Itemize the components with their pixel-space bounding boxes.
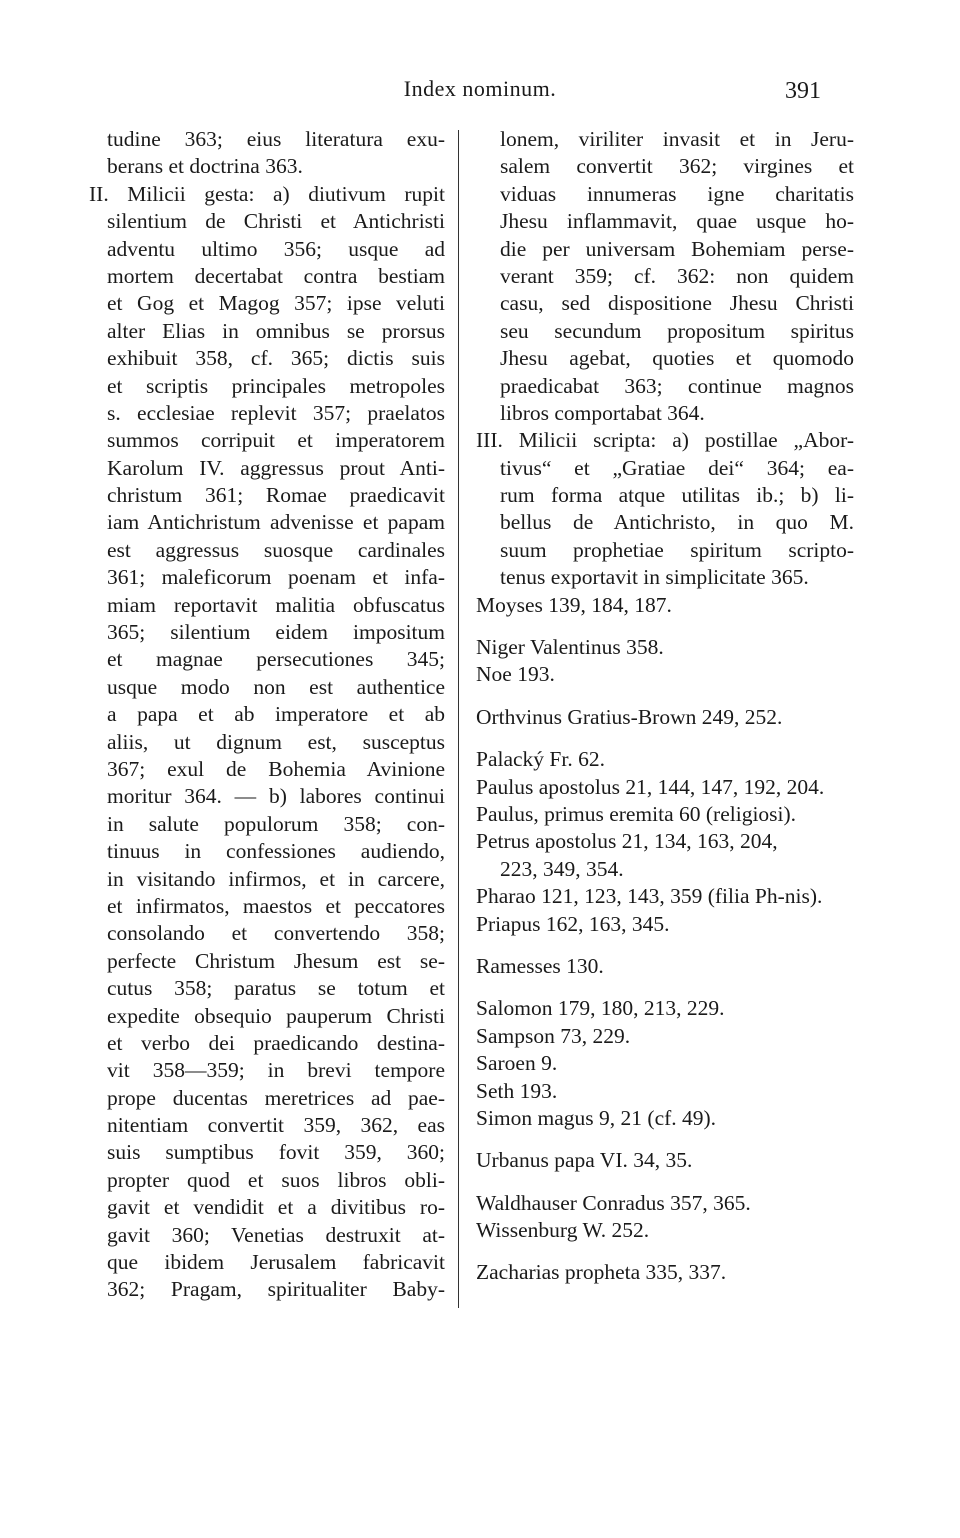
letter-group-gap: [476, 1132, 854, 1147]
letter-group-gap: [476, 1175, 854, 1190]
letter-group-gap: [476, 619, 854, 634]
text-line: verant 359; cf. 362: non quidem: [500, 263, 854, 288]
index-entry: Pharao 121, 123, 143, 359 (filia Ph-nis).: [476, 884, 823, 909]
text-line: christum 361; Romae praedicavit: [107, 483, 445, 508]
section-heading-line: III. Milicii scripta: a) postillae „Abor-: [476, 428, 854, 453]
text-line: et Gog et Magog 357; ipse veluti: [107, 291, 445, 316]
letter-group-gap: [476, 689, 854, 704]
text-line: lonem, viriliter invasit et in Jeru-: [500, 127, 854, 151]
text-line: et infirmatos, maestos et peccatores: [107, 893, 445, 918]
text-line: summos corripuit et imperatorem: [107, 428, 445, 453]
index-entry: Noe 193.: [476, 662, 555, 687]
text-line: in visitando infirmos, et in carcere,: [107, 866, 445, 891]
text-line: berans et doctrina 363.: [107, 154, 303, 179]
text-line: et magnae persecutiones 345;: [107, 647, 445, 672]
text-line: moritur 364. — b) labores continui: [107, 784, 445, 809]
letter-group-gap: [476, 1244, 854, 1259]
letter-group-gap: [476, 731, 854, 746]
index-entry: Saroen 9.: [476, 1051, 558, 1076]
text-line: 367; exul de Bohemia Avinione: [107, 756, 445, 781]
text-line: nitentiam convertit 359, 362, eas: [107, 1113, 445, 1138]
letter-group-gap: [476, 938, 854, 953]
text-line: propter quod et suos libros obli-: [107, 1167, 445, 1192]
text-line: praedicabat 363; continue magnos: [500, 373, 854, 398]
text-line: alter Elias in omnibus se prorsus: [107, 318, 445, 343]
text-line: tenus exportavit in simplicitate 365.: [500, 565, 809, 590]
text-line: prope ducentas meretrices ad pae-: [107, 1085, 445, 1110]
text-line: exhibuit 358, cf. 365; dictis suis: [107, 346, 445, 371]
text-line: 362; Pragam, spiritualiter Baby-: [107, 1277, 445, 1302]
left-column: [89, 126, 445, 1304]
index-entry: Paulus apostolus 21, 144, 147, 192, 204.: [476, 774, 825, 799]
letter-group-gap: [476, 980, 854, 995]
text-line: 365; silentium eidem impositum: [107, 620, 445, 645]
text-line: suis sumptibus fovit 359, 360;: [107, 1140, 445, 1165]
index-entry: Zacharias propheta 335, 337.: [476, 1260, 727, 1285]
index-entry: Urbanus papa VI. 34, 35.: [476, 1148, 693, 1173]
text-line: Jhesu inflammavit, quae usque ho-: [500, 209, 854, 234]
column-divider: [458, 130, 459, 1308]
text-line: 361; maleficorum poenam et infa-: [107, 565, 445, 590]
text-line: Karolum IV. aggressus prout Anti-: [107, 455, 445, 480]
text-line: et scriptis principales metropoles: [107, 373, 445, 398]
text-line: bellus de Antichristo, in quo M.: [500, 510, 854, 535]
section-heading-line: II. Milicii gesta: a) diutivum rupit: [89, 181, 445, 206]
index-entry: Priapus 162, 163, 345.: [476, 911, 670, 936]
text-line: usque modo non est authentice: [107, 674, 445, 699]
index-entry: Waldhauser Conradus 357, 365.: [476, 1190, 751, 1215]
index-entry: Salomon 179, 180, 213, 229.: [476, 996, 725, 1021]
text-line: libros comportabat 364.: [500, 400, 705, 425]
text-line: mortem decertabat contra bestiam: [107, 263, 445, 288]
index-entry: Seth 193.: [476, 1078, 558, 1103]
text-line: a papa et ab imperatore et ab: [107, 702, 445, 727]
text-line: que ibidem Jerusalem fabricavit: [107, 1250, 445, 1275]
index-entry: Palacký Fr. 62.: [476, 747, 605, 772]
text-line: Jhesu agebat, quoties et quomodo: [500, 346, 854, 371]
text-line: rum forma atque utilitas ib.; b) li-: [500, 483, 854, 508]
text-line: et verbo dei praedicando destina-: [107, 1030, 445, 1055]
text-line: seu secundum propositum spiritus: [500, 318, 854, 343]
index-entry: Wissenburg W. 252.: [476, 1218, 650, 1243]
text-line: casu, sed dispositione Jhesu Christi: [500, 291, 854, 316]
text-line: s. ecclesiae replevit 357; praelatos: [107, 400, 445, 425]
text-line: aliis, ut dignum est, susceptus: [107, 729, 445, 754]
index-entry: Orthvinus Gratius-Brown 249, 252.: [476, 704, 783, 729]
text-line: iam Antichristum advenisse et papam: [107, 510, 445, 535]
index-entry: 223, 349, 354.: [500, 856, 624, 881]
text-line: adventu ultimo 356; usque ad: [107, 236, 445, 261]
text-line: in salute populorum 358; con-: [107, 811, 445, 836]
text-line: tivus“ et „Gratiae dei“ 364; ea-: [500, 455, 854, 480]
text-line: suum prophetiae spiritum scripto-: [500, 537, 854, 562]
right-column: [476, 126, 854, 1287]
text-line: cutus 358; paratus se totum et: [107, 976, 445, 1001]
text-line: perfecte Christum Jhesum est se-: [107, 948, 445, 973]
text-line: consolando et convertendo 358;: [107, 921, 445, 946]
index-entry: Moyses 139, 184, 187.: [476, 592, 672, 617]
text-line: viduas innumeras igne charitatis: [500, 181, 854, 206]
text-line: gavit 360; Venetias destruxit at-: [107, 1222, 445, 1247]
index-entry: Paulus, primus eremita 60 (religiosi).: [476, 801, 797, 826]
text-line: silentium de Christi et Antichristi: [107, 209, 445, 234]
text-line: expedite obsequio pauperum Christi: [107, 1003, 445, 1028]
text-line: tinuus in confessiones audiendo,: [107, 839, 445, 864]
running-header: Index nominum.: [403, 76, 557, 101]
index-entry: Sampson 73, 229.: [476, 1023, 631, 1048]
index-entry: Petrus apostolus 21, 134, 163, 204,: [476, 829, 778, 854]
index-entry: Ramesses 130.: [476, 953, 604, 978]
text-line: vit 358—359; in brevi tempore: [107, 1058, 445, 1083]
text-line: gavit et vendidit et a divitibus ro-: [107, 1195, 445, 1220]
page-number: 391: [785, 78, 821, 104]
text-line: tudine 363; eius literatura exu-: [107, 127, 445, 151]
text-line: miam reportavit malitia obfuscatus: [107, 592, 445, 617]
index-entry: Niger Valentinus 358.: [476, 635, 664, 660]
text-line: salem convertit 362; virgines et: [500, 154, 854, 179]
text-line: est aggressus suosque cardinales: [107, 537, 445, 562]
text-line: die per universam Bohemiam perse-: [500, 236, 854, 261]
index-entry: Simon magus 9, 21 (cf. 49).: [476, 1105, 717, 1130]
